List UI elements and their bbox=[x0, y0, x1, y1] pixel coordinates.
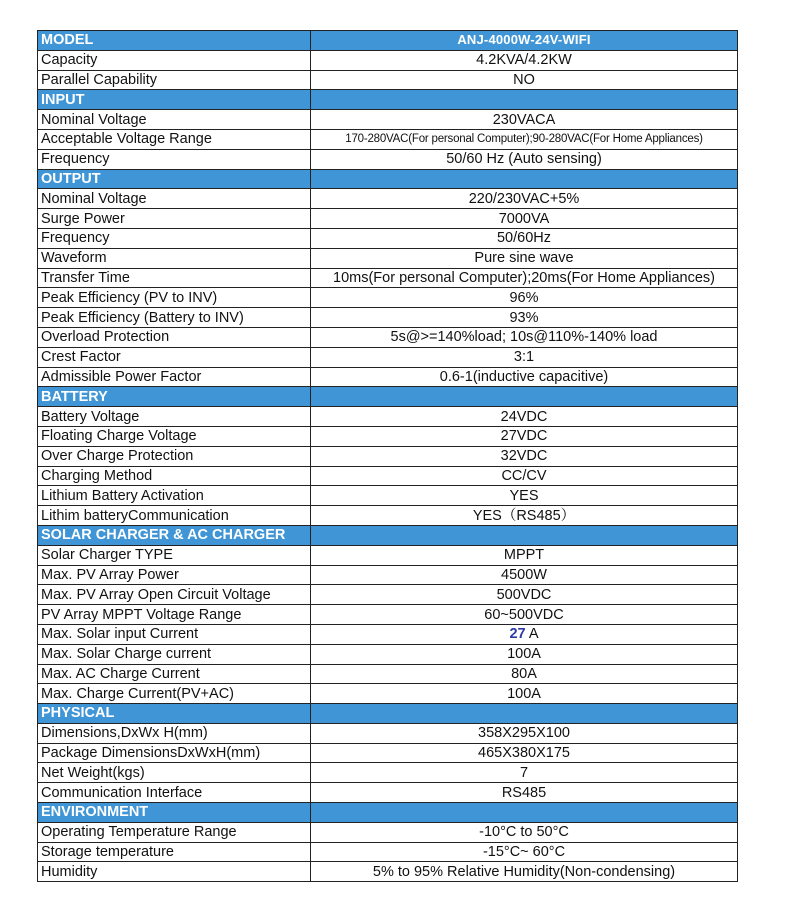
spec-value: MPPT bbox=[311, 545, 738, 565]
spec-row bbox=[38, 149, 738, 169]
spec-value: 4.2KVA/4.2KW bbox=[311, 50, 738, 70]
spec-table bbox=[37, 30, 738, 882]
spec-row bbox=[38, 327, 738, 347]
spec-label: Nominal Voltage bbox=[38, 110, 311, 130]
spec-label: Peak Efficiency (Battery to INV) bbox=[38, 308, 311, 328]
section-value bbox=[311, 704, 738, 724]
spec-row bbox=[38, 308, 738, 328]
spec-row bbox=[38, 763, 738, 783]
section-header-row bbox=[38, 387, 738, 407]
spec-row bbox=[38, 842, 738, 862]
spec-row bbox=[38, 268, 738, 288]
section-title: BATTERY bbox=[38, 387, 311, 407]
spec-label: Operating Temperature Range bbox=[38, 822, 311, 842]
spec-label: Floating Charge Voltage bbox=[38, 426, 311, 446]
spec-label: Admissible Power Factor bbox=[38, 367, 311, 387]
spec-value: 230VACA bbox=[311, 110, 738, 130]
spec-row bbox=[38, 545, 738, 565]
section-title: PHYSICAL bbox=[38, 704, 311, 724]
spec-label: Max. PV Array Open Circuit Voltage bbox=[38, 585, 311, 605]
spec-label: PV Array MPPT Voltage Range bbox=[38, 605, 311, 625]
spec-table-body bbox=[38, 31, 738, 882]
spec-row bbox=[38, 743, 738, 763]
spec-row bbox=[38, 129, 738, 149]
spec-row bbox=[38, 426, 738, 446]
spec-label: Waveform bbox=[38, 248, 311, 268]
spec-label: Max. AC Charge Current bbox=[38, 664, 311, 684]
section-title: MODEL bbox=[38, 31, 311, 51]
spec-row bbox=[38, 70, 738, 90]
spec-value bbox=[311, 624, 738, 644]
spec-label: Storage temperature bbox=[38, 842, 311, 862]
section-title: ENVIRONMENT bbox=[38, 803, 311, 823]
spec-label: Solar Charger TYPE bbox=[38, 545, 311, 565]
section-value bbox=[311, 387, 738, 407]
spec-value: 3:1 bbox=[311, 347, 738, 367]
spec-label: Lithim batteryCommunication bbox=[38, 506, 311, 526]
spec-label: Nominal Voltage bbox=[38, 189, 311, 209]
spec-value: 465X380X175 bbox=[311, 743, 738, 763]
spec-value: 32VDC bbox=[311, 446, 738, 466]
spec-value: 80A bbox=[311, 664, 738, 684]
spec-row bbox=[38, 347, 738, 367]
spec-value: 4500W bbox=[311, 565, 738, 585]
section-header-row bbox=[38, 90, 738, 110]
section-value: ANJ-4000W-24V-WIFI bbox=[311, 31, 738, 51]
spec-value: 10ms(For personal Computer);20ms(For Home Appliances) bbox=[311, 268, 738, 288]
spec-label: Frequency bbox=[38, 149, 311, 169]
spec-value: CC/CV bbox=[311, 466, 738, 486]
spec-row bbox=[38, 50, 738, 70]
spec-row bbox=[38, 506, 738, 526]
spec-value: 100A bbox=[311, 684, 738, 704]
section-value bbox=[311, 525, 738, 545]
spec-value: 96% bbox=[311, 288, 738, 308]
spec-label: Parallel Capability bbox=[38, 70, 311, 90]
section-header-row bbox=[38, 704, 738, 724]
spec-row bbox=[38, 664, 738, 684]
spec-value: RS485 bbox=[311, 783, 738, 803]
spec-label: Capacity bbox=[38, 50, 311, 70]
section-header-row bbox=[38, 31, 738, 51]
spec-row bbox=[38, 644, 738, 664]
spec-value: 24VDC bbox=[311, 407, 738, 427]
spec-value: 93% bbox=[311, 308, 738, 328]
spec-label: Dimensions,DxWx H(mm) bbox=[38, 723, 311, 743]
spec-row bbox=[38, 862, 738, 882]
spec-value: 60~500VDC bbox=[311, 605, 738, 625]
spec-value: 170-280VAC(For personal Computer);90-280VAC(For Home Appliances) bbox=[311, 129, 738, 149]
spec-value: -10°C to 50°C bbox=[311, 822, 738, 842]
spec-value: NO bbox=[311, 70, 738, 90]
spec-label: Peak Efficiency (PV to INV) bbox=[38, 288, 311, 308]
spec-row bbox=[38, 723, 738, 743]
spec-label: Package DimensionsDxWxH(mm) bbox=[38, 743, 311, 763]
spec-value: 7 bbox=[311, 763, 738, 783]
spec-value: 220/230VAC+5% bbox=[311, 189, 738, 209]
spec-row bbox=[38, 248, 738, 268]
spec-value: 0.6-1(inductive capacitive) bbox=[311, 367, 738, 387]
spec-label: Max. Solar input Current bbox=[38, 624, 311, 644]
section-value bbox=[311, 90, 738, 110]
spec-row bbox=[38, 189, 738, 209]
spec-row bbox=[38, 367, 738, 387]
spec-row bbox=[38, 486, 738, 506]
section-value bbox=[311, 803, 738, 823]
spec-label: Transfer Time bbox=[38, 268, 311, 288]
spec-value: 27VDC bbox=[311, 426, 738, 446]
spec-row bbox=[38, 288, 738, 308]
spec-label: Crest Factor bbox=[38, 347, 311, 367]
spec-value: 358X295X100 bbox=[311, 723, 738, 743]
spec-label: Max. PV Array Power bbox=[38, 565, 311, 585]
spec-value: 50/60 Hz (Auto sensing) bbox=[311, 149, 738, 169]
spec-value: 5s@>=140%load; 10s@110%-140% load bbox=[311, 327, 738, 347]
spec-row bbox=[38, 466, 738, 486]
spec-label: Over Charge Protection bbox=[38, 446, 311, 466]
spec-label: Net Weight(kgs) bbox=[38, 763, 311, 783]
spec-row bbox=[38, 822, 738, 842]
spec-value: -15°C~ 60°C bbox=[311, 842, 738, 862]
spec-label: Overload Protection bbox=[38, 327, 311, 347]
spec-row bbox=[38, 585, 738, 605]
spec-row bbox=[38, 110, 738, 130]
spec-row bbox=[38, 407, 738, 427]
spec-value: 50/60Hz bbox=[311, 228, 738, 248]
section-title: SOLAR CHARGER & AC CHARGER bbox=[38, 525, 311, 545]
section-header-row bbox=[38, 525, 738, 545]
spec-value: YES（RS485） bbox=[311, 506, 738, 526]
spec-row bbox=[38, 446, 738, 466]
spec-label: Humidity bbox=[38, 862, 311, 882]
spec-label: Acceptable Voltage Range bbox=[38, 129, 311, 149]
spec-label: Communication Interface bbox=[38, 783, 311, 803]
spec-label: Lithium Battery Activation bbox=[38, 486, 311, 506]
spec-value: Pure sine wave bbox=[311, 248, 738, 268]
spec-row bbox=[38, 783, 738, 803]
section-header-row bbox=[38, 803, 738, 823]
section-title: INPUT bbox=[38, 90, 311, 110]
spec-label: Max. Solar Charge current bbox=[38, 644, 311, 664]
section-header-row bbox=[38, 169, 738, 189]
spec-value: 7000VA bbox=[311, 209, 738, 229]
spec-row bbox=[38, 209, 738, 229]
spec-row bbox=[38, 565, 738, 585]
spec-value: 5% to 95% Relative Humidity(Non-condensing) bbox=[311, 862, 738, 882]
spec-value: 100A bbox=[311, 644, 738, 664]
spec-row bbox=[38, 624, 738, 644]
spec-label: Charging Method bbox=[38, 466, 311, 486]
spec-value: 500VDC bbox=[311, 585, 738, 605]
spec-row bbox=[38, 605, 738, 625]
section-value bbox=[311, 169, 738, 189]
spec-label: Max. Charge Current(PV+AC) bbox=[38, 684, 311, 704]
spec-label: Battery Voltage bbox=[38, 407, 311, 427]
spec-row bbox=[38, 684, 738, 704]
unit-text: A bbox=[528, 626, 539, 643]
highlighted-number: 27 bbox=[509, 626, 526, 643]
spec-label: Frequency bbox=[38, 228, 311, 248]
spec-value: YES bbox=[311, 486, 738, 506]
spec-row bbox=[38, 228, 738, 248]
section-title: OUTPUT bbox=[38, 169, 311, 189]
spec-label: Surge Power bbox=[38, 209, 311, 229]
